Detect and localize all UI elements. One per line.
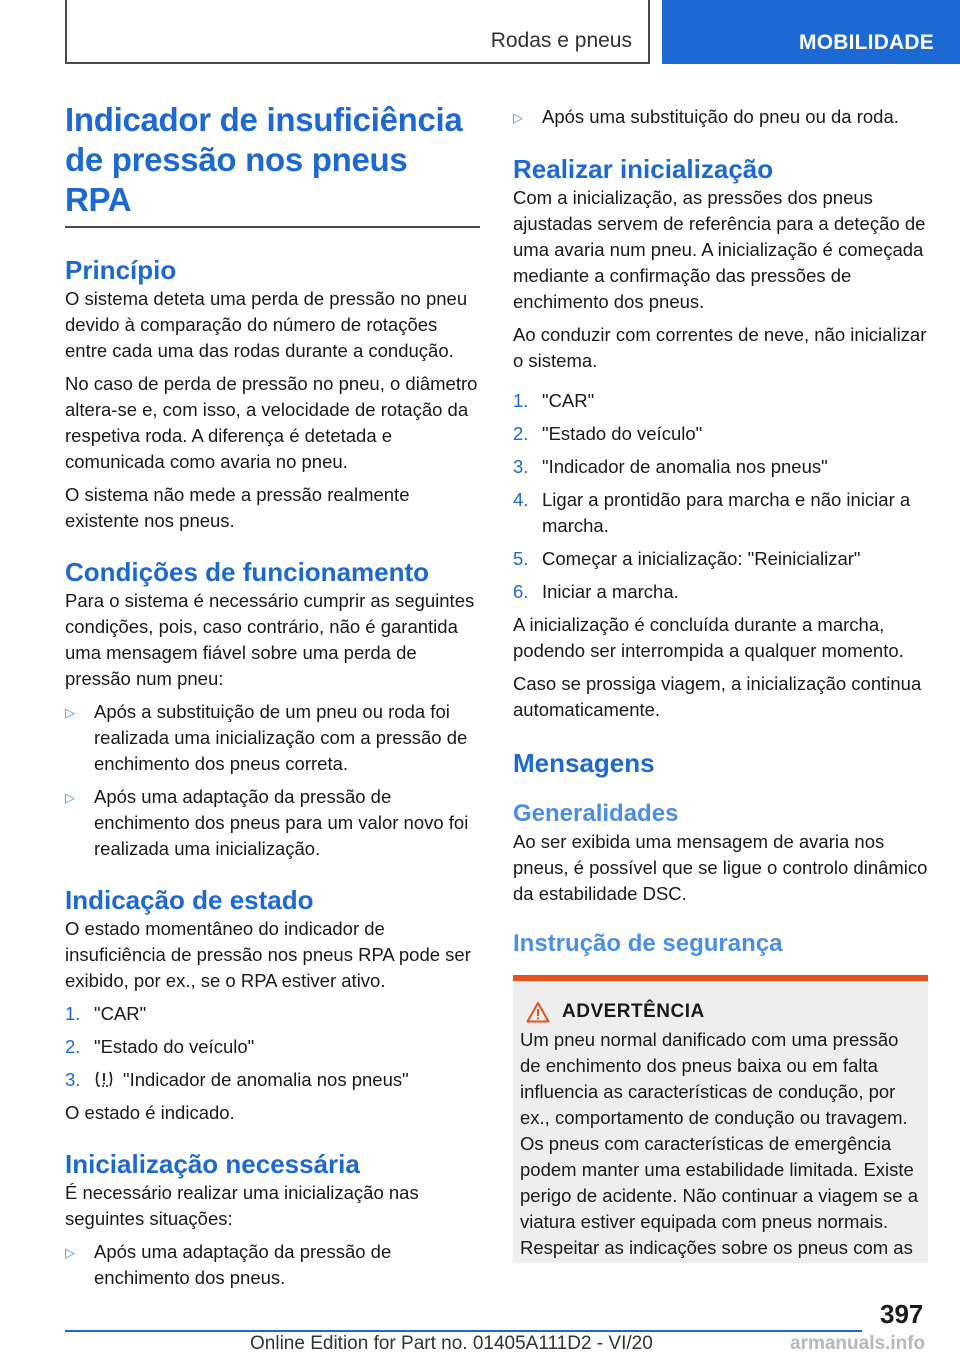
chapter-tab[interactable]: MOBILIDADE [662, 0, 960, 64]
warning-title-text: ADVERTÊNCIA [562, 1001, 705, 1022]
list-item [65, 699, 480, 777]
paragraph: Para o sistema é necessário cumprir as seguintes condições, pois, caso contrário, não é garantida uma mensagem fiável sobre uma perda de pressão num pneu: [65, 590, 475, 689]
step-number: 1. [513, 390, 529, 411]
subheading-generalidades: Generalidades [513, 800, 679, 827]
subheading-seguranca: Instrução de segurança [513, 930, 783, 957]
list-item-text: Após uma substituição do pneu ou da roda. [542, 106, 899, 127]
page-title-line2: de pressão nos pneus RPA [65, 141, 408, 218]
paragraph: No caso de perda de pressão no pneu, o diâmetro altera-se e, com isso, a velocidade de rotação da respetiva roda. A diferença é detetada e comunicada como avaria no pneu. [65, 373, 478, 472]
step-item [65, 1034, 480, 1060]
paragraph: A inicialização é concluída durante a marcha, podendo ser interrompida a qualquer momento. [513, 614, 904, 661]
warning-triangle-icon [526, 1001, 550, 1023]
steps-list [513, 388, 928, 605]
heading-principio: Princípio [65, 255, 177, 285]
step-number: 5. [513, 548, 529, 569]
step-number: 4. [513, 489, 529, 510]
paragraph: É necessário realizar uma inicialização nas seguintes situações: [65, 1182, 419, 1229]
warning-title [520, 1001, 920, 1023]
list-item-text: Após a substituição de um pneu ou roda foi realizada uma inicialização com a pressão de enchimento dos pneus correta. [94, 701, 468, 774]
step-text: "Estado do veículo" [94, 1036, 255, 1057]
heading-condicoes: Condições de funcionamento [65, 557, 430, 587]
heading-estado: Indicação de estado [65, 885, 314, 915]
list-item [65, 784, 480, 862]
step-number: 3. [513, 456, 529, 477]
step-text [94, 1067, 480, 1093]
paragraph: O sistema não mede a pressão realmente existente nos pneus. [65, 484, 410, 531]
page-title-line1: Indicador de insuficiência [65, 101, 463, 138]
paragraph: O sistema deteta uma perda de pressão no pneu devido à comparação do número de rotações entre cada uma das rodas durante a condução. [65, 288, 468, 361]
step-text: "Estado do veículo" [542, 423, 703, 444]
section-title: Rodas e pneus [490, 29, 632, 52]
heading-realizar: Realizar inicialização [513, 154, 774, 184]
page-header [0, 0, 960, 66]
tire-pressure-warning-icon [94, 1070, 114, 1088]
triangle-right-icon: ▷ [65, 1245, 75, 1260]
step-number: 1. [65, 1003, 81, 1024]
paragraph: O estado momentâneo do indicador de insuficiência de pressão nos pneus RPA pode ser exibido, por ex., se o RPA estiver ativo. [65, 918, 471, 991]
paragraph: Ao conduzir com correntes de neve, não inicializar o sistema. [513, 324, 927, 371]
step-text: "CAR" [542, 390, 595, 411]
step-item [513, 546, 928, 572]
footer-rule [65, 1330, 862, 1332]
step-item [513, 454, 928, 480]
watermark: armanuals.info [790, 1333, 926, 1354]
paragraph: Ao ser exibida uma mensagem de avaria nos pneus, é possível que se ligue o controlo dinâmico da estabilidade DSC. [513, 831, 928, 904]
step-text: Começar a inicialização: "Reinicializar" [542, 548, 861, 569]
header-frame [65, 0, 650, 64]
heading-necessaria: Inicialização necessária [65, 1149, 360, 1179]
triangle-right-icon: ▷ [65, 790, 75, 805]
step-text: "Indicador de anomalia nos pneus" [542, 456, 828, 477]
step-text: Iniciar a marcha. [542, 581, 679, 602]
step-item [65, 1067, 480, 1093]
step-item [513, 579, 928, 605]
step-text: "CAR" [94, 1003, 147, 1024]
paragraph: Caso se prossiga viagem, a inicialização continua automaticamente. [513, 673, 922, 720]
page-number: 397 [880, 1299, 924, 1329]
list-item-text: Após uma adaptação da pressão de enchimento dos pneus. [94, 1241, 392, 1288]
warning-content [513, 981, 928, 1263]
list-item-text: Após uma adaptação da pressão de enchimento dos pneus para um valor novo foi realizada uma inicialização. [94, 786, 469, 859]
step-item [513, 487, 928, 539]
step-item [513, 388, 928, 414]
warning-box [513, 975, 928, 1263]
step-number: 2. [513, 423, 529, 444]
edition-text: Online Edition for Part no. 01405A111D2 - VI/20 [250, 1333, 653, 1354]
step-item [65, 1001, 480, 1027]
right-column [513, 100, 928, 1263]
list-item [513, 104, 928, 131]
page-title [65, 100, 480, 220]
warning-text: Um pneu normal danificado com uma pressão de enchimento dos pneus baixa ou em falta influencia as características de condução, por ex., comportamento de condução ou travagem. Os pneus com características de emergência podem manter uma estabilidade limitada. Existe perigo de acidente. Não continuar a viagem se a viatura estiver equipada com pneus normais. Respeitar as indicações sobre os pneus com as [520, 1029, 919, 1258]
step-text-label: "Indicador de anomalia nos pneus" [123, 1069, 409, 1090]
step-number: 2. [65, 1036, 81, 1057]
paragraph: O estado é indicado. [65, 1102, 235, 1123]
left-column [65, 100, 480, 1291]
triangle-right-icon: ▷ [65, 705, 75, 720]
step-text: Ligar a prontidão para marcha e não iniciar a marcha. [542, 489, 911, 536]
step-number: 3. [65, 1069, 81, 1090]
list-item [65, 1239, 480, 1291]
heading-mensagens: Mensagens [513, 748, 655, 778]
step-number: 6. [513, 581, 529, 602]
step-item [513, 421, 928, 447]
paragraph: Com a inicialização, as pressões dos pneus ajustadas servem de referência para a deteção de uma avaria num pneu. A inicialização é começada mediante a confirmação das pressões de enchimento dos pneus. [513, 187, 926, 312]
triangle-right-icon: ▷ [513, 110, 523, 125]
title-rule [65, 226, 480, 228]
